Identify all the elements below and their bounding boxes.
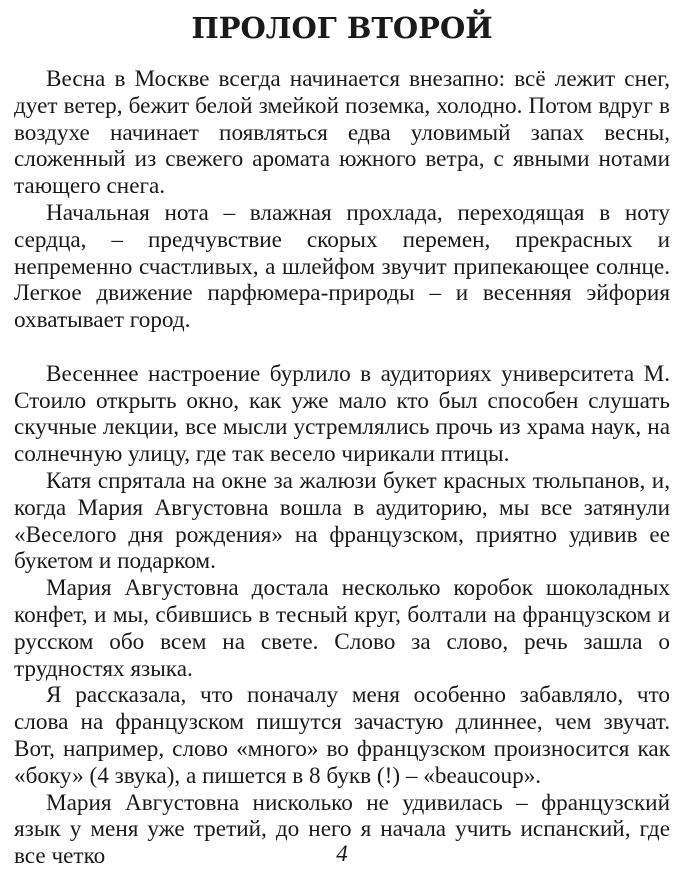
paragraph: Весна в Москве всегда начинается внезапно: всё лежит снег, дует ветер, бежит белой змейкой поземка, холодно. Потом вдруг в воздухе начинает появляться едва уловимый запах весны, сложенный из свежего аромата южного ветра, с явными нотами тающего снега.: [14, 66, 670, 200]
paragraph: Я рассказала, что поначалу меня особенно забавляло, что слова на французском пишутся зачастую длиннее, чем звучат. Вот, например, слово «много» во французском произносится как «боку» (4 звука), а пишется в 8 букв (!) – «beaucoup».: [14, 682, 670, 789]
paragraph: Весеннее настроение бурлило в аудиториях университета М. Стоило открыть окно, как уже мало кто был способен слушать скучные лекции, все мысли устремлялись прочь из храма наук, на солнечную улицу, где так весело чирикали птицы.: [14, 360, 670, 468]
body-text: [14, 66, 670, 870]
chapter-title: ПРОЛОГ ВТОРОЙ: [191, 11, 493, 45]
paragraph: Мария Августовна нисколько не удивилась – французский язык у меня уже третий, до него я начала учить испанский, где все четко: [14, 789, 670, 870]
paragraph: Мария Августовна достала несколько коробок шоколадных конфет, и мы, сбившись в тесный круг, болтали на французском и русском обо всем на свете. Слово за слово, речь зашла о трудностях языка.: [14, 575, 670, 682]
paragraph: Катя спрятала на окне за жалюзи букет красных тюльпанов, и, когда Мария Августовна вошла в аудиторию, мы все затянули «Веселого дня рождения» на французском, приятно удивив ее букетом и подарком.: [14, 467, 670, 575]
book-page: [14, 0, 670, 876]
paragraph: Начальная нота – влажная прохлада, переходящая в ноту сердца, – предчувствие скорых перемен, прекрасных и непременно счастливых, а шлейфом звучит припекающее солнце. Легкое движение парфюмера-природы – и весенняя эйфория охватывает город.: [14, 199, 670, 334]
page-number: 4: [336, 841, 348, 866]
